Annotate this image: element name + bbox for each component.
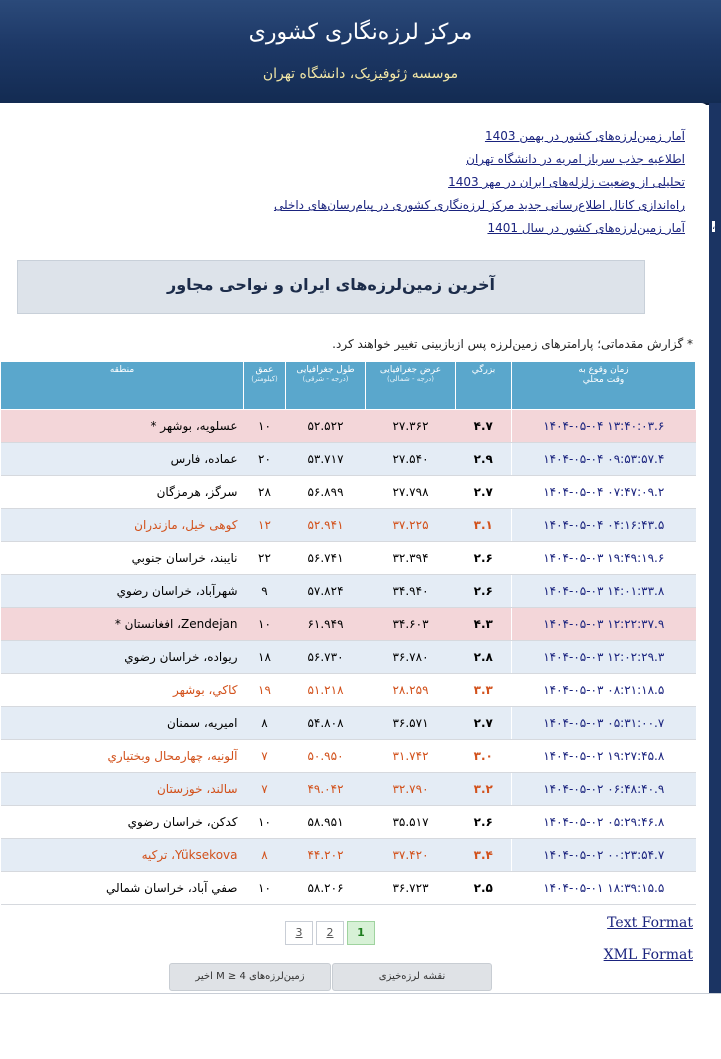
- text-format-link[interactable]: Text Format: [607, 915, 693, 931]
- cell-depth: ۱۸: [244, 641, 286, 674]
- cell-depth: ۸: [244, 839, 286, 872]
- cell-region: کاکي، بوشهر: [1, 674, 244, 707]
- cell-region: عسلویه، بوشهر *: [1, 410, 244, 443]
- main-content: [0, 103, 709, 993]
- cell-lon: ۵۷.۸۲۴: [286, 575, 366, 608]
- table-row[interactable]: [1, 608, 696, 641]
- news-link[interactable]: اطلاعیه جذب سرباز امریه در دانشگاه تهران: [466, 152, 685, 166]
- news-link[interactable]: تحلیلی از وضعیت زلزله‌های ایران در مهر 1403: [448, 175, 685, 189]
- cell-lat: ۳۵.۵۱۷: [366, 806, 456, 839]
- cell-lon: ۵۳.۷۱۷: [286, 443, 366, 476]
- cell-time: ۱۴۰۴-۰۵-۰۲ ۰۵:۲۹:۴۶.۸: [512, 806, 696, 839]
- news-link[interactable]: آمار زمین‌لرزه‌های کشور در سال 1401: [487, 221, 685, 235]
- cell-lon: ۴۹.۰۴۲: [286, 773, 366, 806]
- cell-time: ۱۴۰۴-۰۵-۰۴ ۱۳:۴۰:۰۳.۶: [512, 410, 696, 443]
- cell-lon: ۵۸.۹۵۱: [286, 806, 366, 839]
- cell-time: ۱۴۰۴-۰۵-۰۱ ۱۸:۳۹:۱۵.۵: [512, 872, 696, 905]
- cell-mag: ۲.۶: [456, 542, 512, 575]
- cell-lat: ۳۴.۹۴۰: [366, 575, 456, 608]
- table-row[interactable]: [1, 476, 696, 509]
- page-1-current[interactable]: 1: [347, 921, 375, 945]
- table-row[interactable]: [1, 740, 696, 773]
- cell-time: ۱۴۰۴-۰۵-۰۳ ۱۹:۴۹:۱۹.۶: [512, 542, 696, 575]
- right-frame: [709, 103, 721, 993]
- cell-lat: ۳۷.۲۲۵: [366, 509, 456, 542]
- cell-time: ۱۴۰۴-۰۵-۰۲ ۱۹:۲۷:۴۵.۸: [512, 740, 696, 773]
- cell-lon: ۶۱.۹۴۹: [286, 608, 366, 641]
- section-banner: [17, 260, 645, 314]
- table-row[interactable]: [1, 575, 696, 608]
- cell-region: صفي آباد، خراسان شمالي: [1, 872, 244, 905]
- cell-lat: ۳۶.۵۷۱: [366, 707, 456, 740]
- cell-depth: ۱۹: [244, 674, 286, 707]
- cell-mag: ۳.۴: [456, 839, 512, 872]
- news-links: [274, 125, 685, 240]
- seismicity-map-button[interactable]: نقشه لرزه‌خیزی: [332, 963, 492, 991]
- news-link[interactable]: آمار زمین‌لرزه‌های کشور در بهمن 1403: [484, 129, 685, 143]
- cell-lat: ۳۷.۴۲۰: [366, 839, 456, 872]
- recent-m4-button[interactable]: زمین‌لرزه‌های M ≥ 4 اخیر: [169, 963, 331, 991]
- cell-time: ۱۴۰۴-۰۵-۰۳ ۰۵:۳۱:۰۰.۷: [512, 707, 696, 740]
- table-row[interactable]: [1, 542, 696, 575]
- cell-mag: ۲.۶: [456, 806, 512, 839]
- cell-mag: ۲.۹: [456, 443, 512, 476]
- cell-mag: ۲.۷: [456, 707, 512, 740]
- cell-lon: ۵۲.۹۴۱: [286, 509, 366, 542]
- cell-region: ريواده، خراسان رضوي: [1, 641, 244, 674]
- cell-lat: ۲۷.۳۶۲: [366, 410, 456, 443]
- page-2-link[interactable]: 2: [316, 921, 344, 945]
- cell-region: شهرآباد، خراسان رضوي: [1, 575, 244, 608]
- table-row[interactable]: [1, 707, 696, 740]
- site-header: [0, 0, 721, 105]
- cell-lon: ۵۱.۲۱۸: [286, 674, 366, 707]
- table-row[interactable]: [1, 509, 696, 542]
- cell-lat: ۳۱.۷۴۲: [366, 740, 456, 773]
- cell-time: ۱۴۰۴-۰۵-۰۳ ۰۸:۲۱:۱۸.۵: [512, 674, 696, 707]
- pagination: [285, 921, 375, 945]
- cell-depth: ۱۲: [244, 509, 286, 542]
- cell-depth: ۸: [244, 707, 286, 740]
- cell-depth: ۱۰: [244, 410, 286, 443]
- cell-time: ۱۴۰۴-۰۵-۰۲ ۰۰:۲۳:۵۴.۷: [512, 839, 696, 872]
- cell-lat: ۳۲.۷۹۰: [366, 773, 456, 806]
- table-row[interactable]: [1, 410, 696, 443]
- cell-time: ۱۴۰۴-۰۵-۰۴ ۰۷:۴۷:۰۹.۲: [512, 476, 696, 509]
- page-3-link[interactable]: 3: [285, 921, 313, 945]
- cell-depth: ۲۸: [244, 476, 286, 509]
- cell-lat: ۳۲.۳۹۴: [366, 542, 456, 575]
- cell-mag: ۳.۱: [456, 509, 512, 542]
- cell-region: آلونيه، چهارمحال وبختياري: [1, 740, 244, 773]
- cell-mag: ۲.۶: [456, 575, 512, 608]
- cell-region: سالند، خوزستان: [1, 773, 244, 806]
- cell-mag: ۳.۲: [456, 773, 512, 806]
- table-row[interactable]: [1, 773, 696, 806]
- cell-depth: ۹: [244, 575, 286, 608]
- cell-time: ۱۴۰۴-۰۵-۰۳ ۱۲:۰۲:۲۹.۳: [512, 641, 696, 674]
- cell-depth: ۷: [244, 740, 286, 773]
- cell-region: نایبند، خراسان جنوبي: [1, 542, 244, 575]
- table-row[interactable]: [1, 806, 696, 839]
- cell-depth: ۱۰: [244, 806, 286, 839]
- section-title: آخرین زمین‌لرزه‌های ایران و نواحی مجاور: [166, 275, 496, 294]
- cell-lat: ۲۸.۲۵۹: [366, 674, 456, 707]
- table-row[interactable]: [1, 443, 696, 476]
- table-row[interactable]: [1, 872, 696, 905]
- earthquake-table: [0, 361, 696, 905]
- site-title: مرکز لرزه‌نگاری کشوری: [248, 20, 473, 45]
- cell-lat: ۳۶.۷۸۰: [366, 641, 456, 674]
- cell-mag: ۳.۳: [456, 674, 512, 707]
- col-header-depth[interactable]: عمق (کیلومتر): [244, 362, 286, 410]
- cell-mag: ۴.۳: [456, 608, 512, 641]
- cell-lon: ۵۶.۷۳۰: [286, 641, 366, 674]
- cell-time: ۱۴۰۴-۰۵-۰۳ ۱۴:۰۱:۳۳.۸: [512, 575, 696, 608]
- table-row[interactable]: [1, 641, 696, 674]
- table-row[interactable]: [1, 674, 696, 707]
- table-row[interactable]: [1, 839, 696, 872]
- xml-format-link[interactable]: XML Format: [603, 947, 693, 963]
- cell-lon: ۵۶.۸۹۹: [286, 476, 366, 509]
- cell-mag: ۳.۰: [456, 740, 512, 773]
- export-formats: [604, 907, 693, 971]
- cell-mag: ۲.۸: [456, 641, 512, 674]
- cell-depth: ۲۲: [244, 542, 286, 575]
- cell-region: Yüksekova، ترکيه: [1, 839, 244, 872]
- cell-region: سرگز، هرمزگان: [1, 476, 244, 509]
- news-link[interactable]: راه‌اندازی کانال اطلاع‌رسانی جدید مرکز لرزه‌نگاری کشوری در پیام‌رسان‌های داخلی: [273, 198, 685, 212]
- cell-depth: ۱۰: [244, 872, 286, 905]
- cell-lon: ۵۴.۸۰۸: [286, 707, 366, 740]
- cell-lon: ۵۲.۵۲۲: [286, 410, 366, 443]
- col-header-lat[interactable]: عرض جغرافیایی (درجه - شمالی): [366, 362, 456, 410]
- cell-lon: ۵۶.۷۴۱: [286, 542, 366, 575]
- cell-mag: ۲.۷: [456, 476, 512, 509]
- cell-region: کوهی خیل، مازندران: [1, 509, 244, 542]
- cell-depth: ۲۰: [244, 443, 286, 476]
- preliminary-note: * گزارش مقدماتی؛ پارامترهای زمین‌لرزه پس ازبازبینی تغییر خواهند کرد.: [332, 337, 693, 351]
- cell-lat: ۲۷.۷۹۸: [366, 476, 456, 509]
- cell-depth: ۱۰: [244, 608, 286, 641]
- cell-mag: ۴.۷: [456, 410, 512, 443]
- cell-lat: ۳۴.۶۰۳: [366, 608, 456, 641]
- col-header-time[interactable]: زمان وقوع به وقت محلي: [512, 362, 696, 410]
- frame-nub: ،: [712, 221, 716, 232]
- cell-region: Zendejan، افغانستان *: [1, 608, 244, 641]
- cell-time: ۱۴۰۴-۰۵-۰۳ ۱۲:۲۲:۳۷.۹: [512, 608, 696, 641]
- cell-lat: ۲۷.۵۴۰: [366, 443, 456, 476]
- cell-lon: ۵۸.۲۰۶: [286, 872, 366, 905]
- cell-region: عماده، فارس: [1, 443, 244, 476]
- site-subtitle: موسسه ژئوفیزیک، دانشگاه تهران: [262, 66, 459, 82]
- cell-time: ۱۴۰۴-۰۵-۰۲ ۰۶:۴۸:۴۰.۹: [512, 773, 696, 806]
- cell-mag: ۲.۵: [456, 872, 512, 905]
- col-header-mag[interactable]: بزرگي: [456, 362, 512, 410]
- cell-lon: ۴۴.۲۰۲: [286, 839, 366, 872]
- bottom-divider: [0, 993, 721, 994]
- cell-lat: ۳۶.۷۲۳: [366, 872, 456, 905]
- cell-depth: ۷: [244, 773, 286, 806]
- cell-region: کدکن، خراسان رضوي: [1, 806, 244, 839]
- cell-region: اميريه، سمنان: [1, 707, 244, 740]
- col-header-region[interactable]: منطقه: [1, 362, 244, 410]
- col-header-lon[interactable]: طول جغرافیایی (درجه - شرقی): [286, 362, 366, 410]
- cell-time: ۱۴۰۴-۰۵-۰۴ ۰۹:۵۳:۵۷.۴: [512, 443, 696, 476]
- table-header-row: [1, 362, 696, 410]
- cell-time: ۱۴۰۴-۰۵-۰۴ ۰۴:۱۶:۴۳.۵: [512, 509, 696, 542]
- cell-lon: ۵۰.۹۵۰: [286, 740, 366, 773]
